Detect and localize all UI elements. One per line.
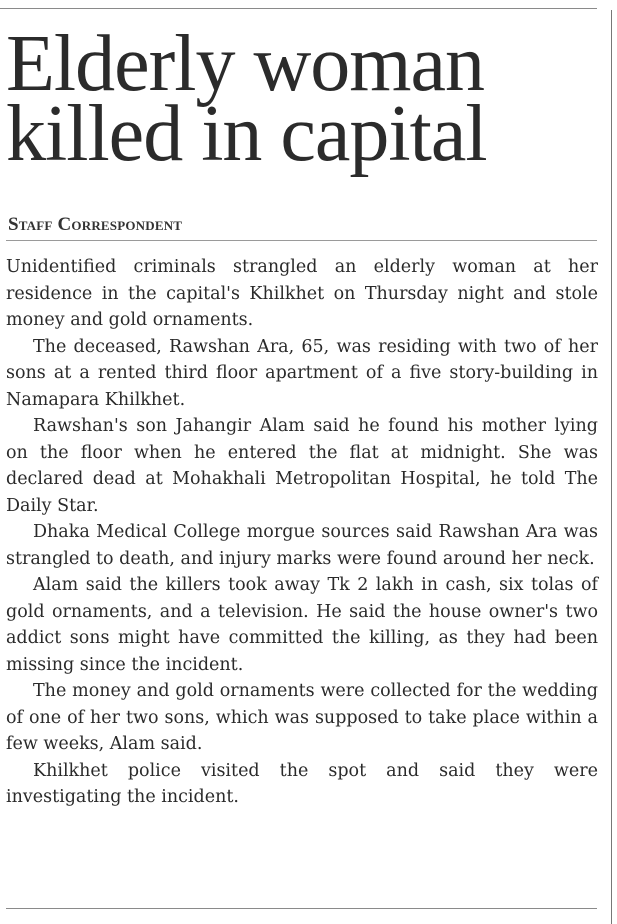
top-rule	[0, 8, 597, 9]
paragraph: Unidentified criminals strangled an elderly woman at her residence in the capital's Khilkhet on Thursday night and stole money and gold ornaments.	[6, 257, 598, 330]
paragraph: Khilkhet police visited the spot and said they were investigating the incident.	[6, 760, 598, 807]
paragraph: The deceased, Rawshan Ara, 65, was residing with two of her sons at a rented third floor apartment of a five story-building in Namapara Khilkhet.	[6, 336, 598, 410]
bottom-rule	[6, 908, 597, 909]
byline-rule	[6, 240, 597, 241]
article-body	[6, 254, 598, 811]
paragraph: Dhaka Medical College morgue sources said Rawshan Ara was strangled to death, and injury marks were found around her neck.	[6, 522, 598, 569]
paragraph: Alam said the killers took away Tk 2 lakh in cash, six tolas of gold ornaments, and a television. He said the house owner's two addict sons might have committed the killing, as they had been missing since the incident.	[6, 575, 598, 675]
headline: Elderly woman killed in capital	[6, 20, 487, 178]
column-rule	[611, 10, 612, 924]
paragraph: Rawshan's son Jahangir Alam said he found his mother lying on the floor when he entered the flat at midnight. She was declared dead at Mohakhali Metropolitan Hospital, he told The Daily Star.	[6, 416, 598, 516]
byline: Staff Correspondent	[8, 214, 183, 235]
paragraph: The money and gold ornaments were collected for the wedding of one of her two sons, which was supposed to take place within a few weeks, Alam said.	[6, 681, 598, 754]
